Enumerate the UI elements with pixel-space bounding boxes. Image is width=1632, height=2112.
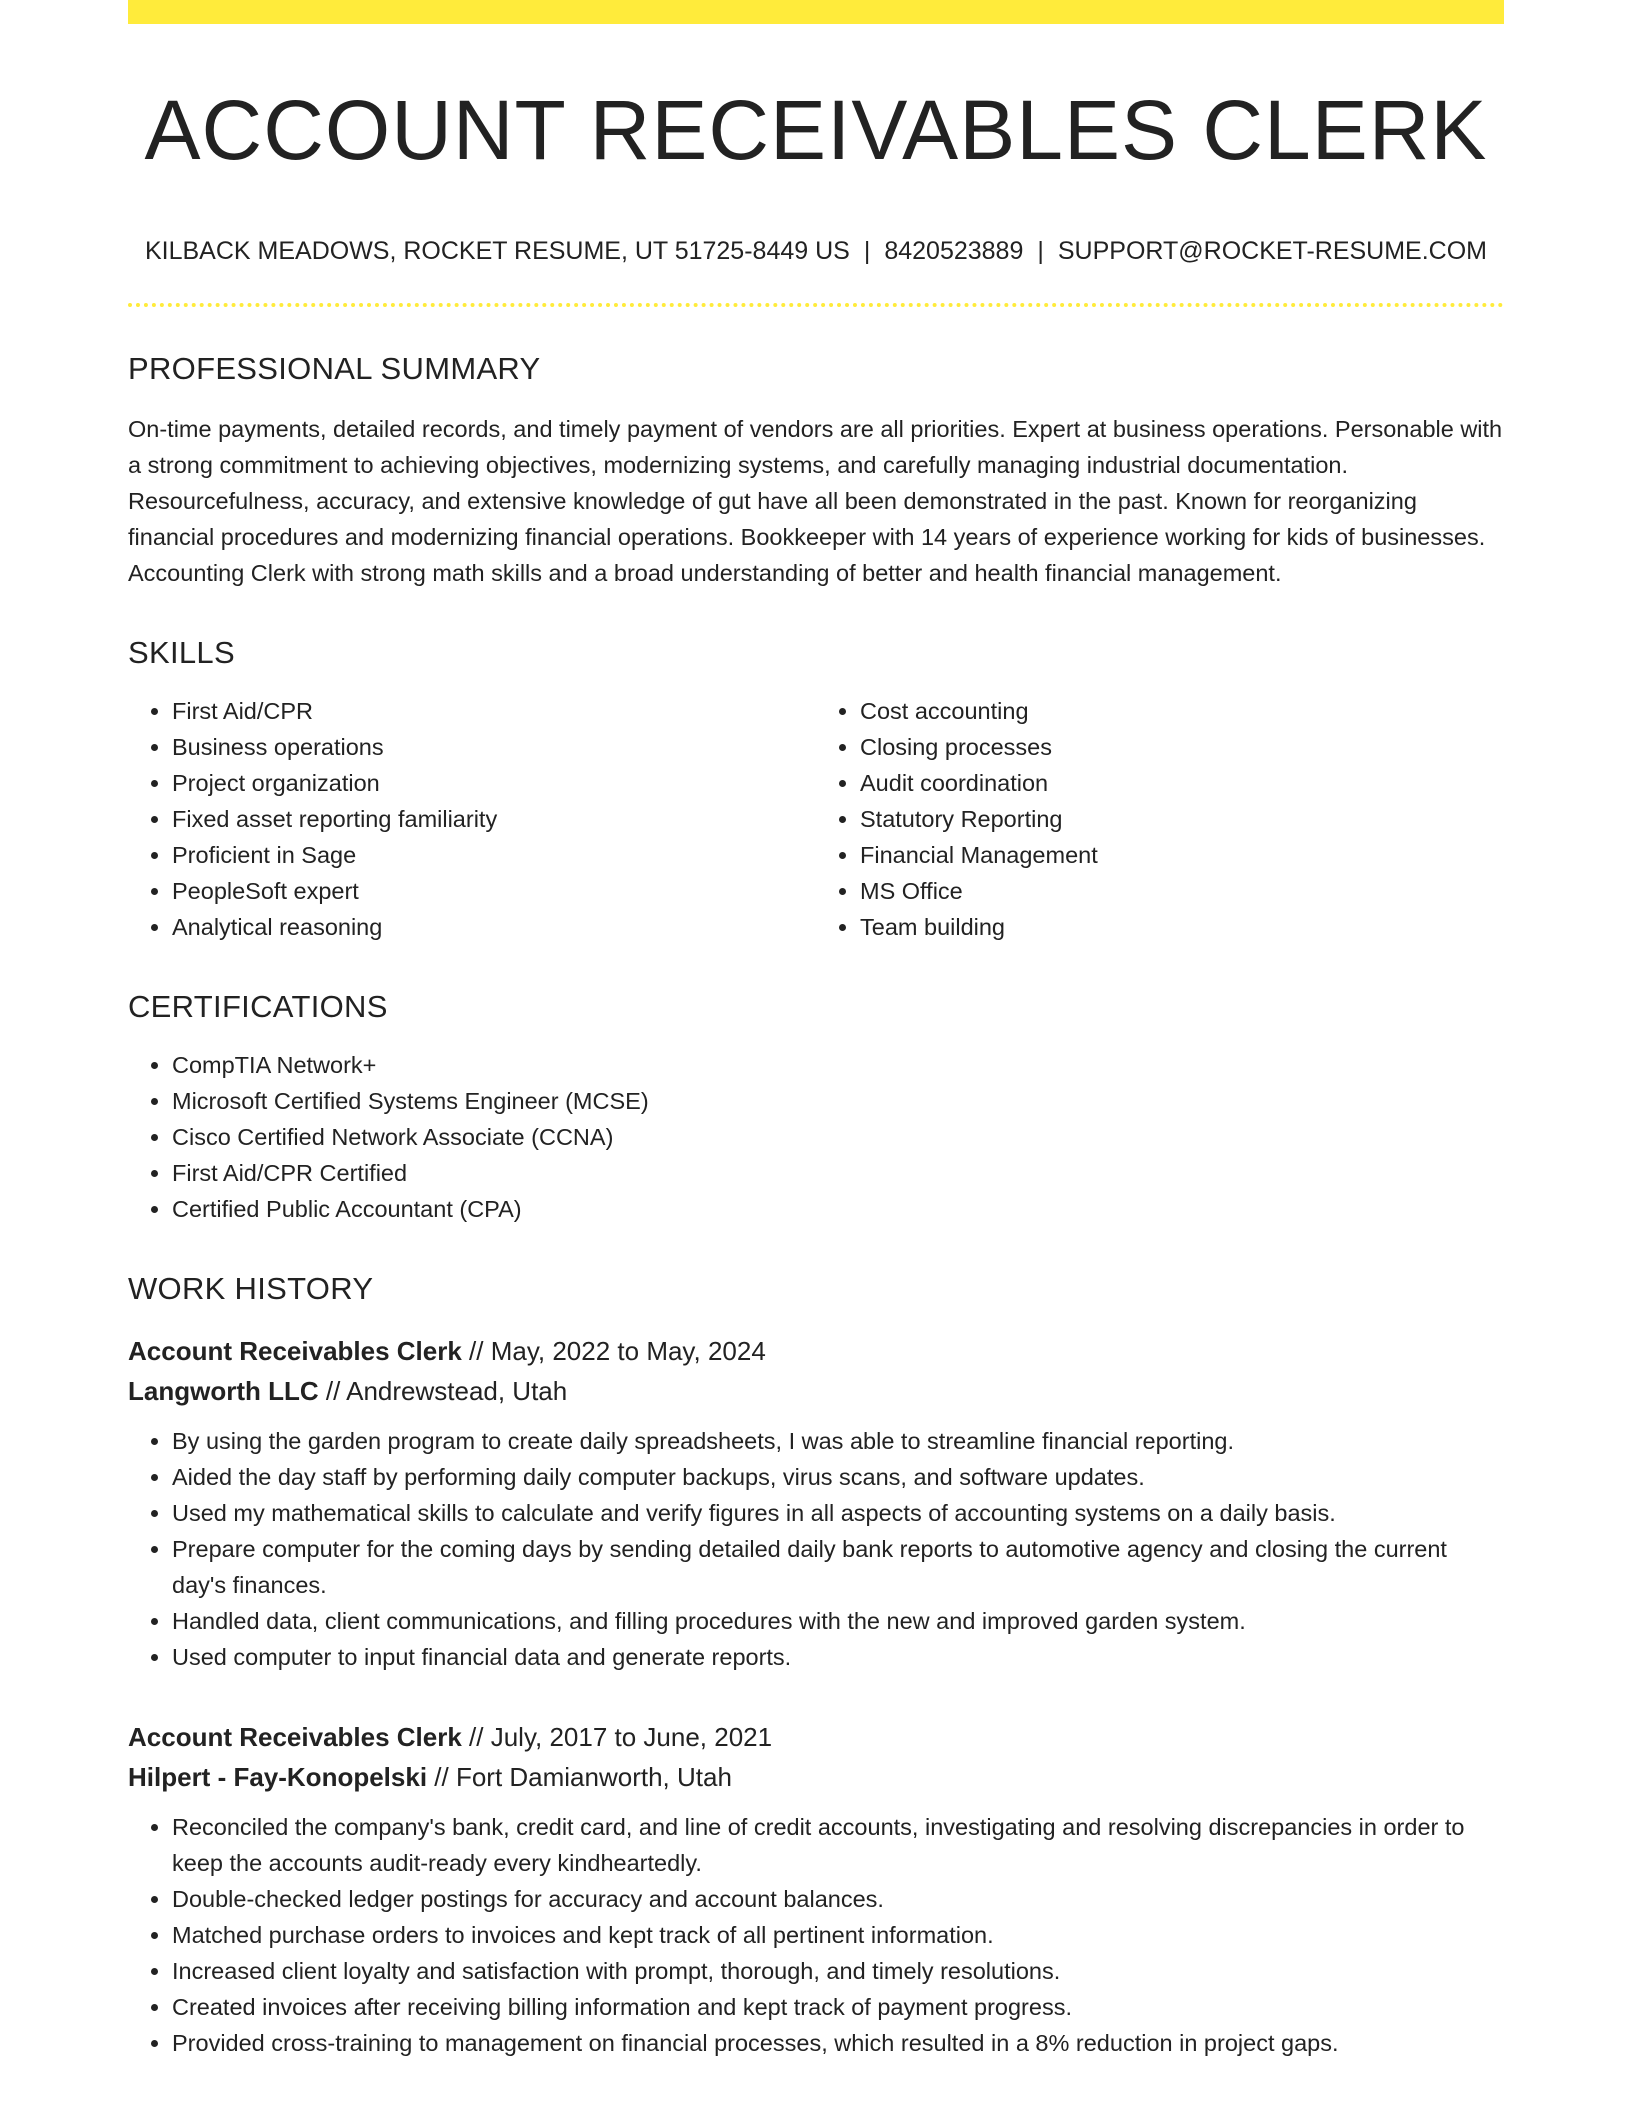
job-entry [128, 1717, 1504, 2061]
job-company: Langworth LLC [128, 1376, 319, 1406]
skill-item: • Team building [860, 909, 1504, 945]
skill-item: • Business operations [172, 729, 816, 765]
skill-item: • MS Office [860, 873, 1504, 909]
job-bullet: • Reconciled the company's bank, credit card, and line of credit accounts, investigating and resolving discrepancies in order to keep the accounts audit-ready every kindheartedly. [172, 1809, 1504, 1881]
job-dates: // May, 2022 to May, 2024 [461, 1336, 766, 1366]
contact-email: SUPPORT@ROCKET-RESUME.COM [1057, 237, 1488, 265]
work-history-heading: WORK HISTORY [128, 1271, 374, 1306]
contact-address: KILBACK MEADOWS, ROCKET RESUME, UT 51725-8449 US [144, 237, 850, 265]
job-bullets [128, 1809, 1504, 2061]
contact-line [128, 236, 1504, 266]
job-bullet: • Aided the day staff by performing daily computer backups, virus scans, and software updates. [172, 1459, 1504, 1495]
job-entry [128, 1331, 1504, 1675]
skill-item: • Audit coordination [860, 765, 1504, 801]
job-company-line [128, 1371, 1504, 1411]
skills-heading: SKILLS [128, 635, 235, 670]
job-bullet: • Provided cross-training to management on financial processes, which resulted in a 8% reduction in project gaps. [172, 2025, 1504, 2061]
job-location: // Fort Damianworth, Utah [427, 1762, 732, 1792]
certification-item: • Cisco Certified Network Associate (CCNA) [172, 1119, 1504, 1155]
job-title: Account Receivables Clerk [128, 1722, 462, 1752]
contact-separator: | [863, 237, 871, 265]
job-bullet: • Matched purchase orders to invoices and kept track of all pertinent information. [172, 1917, 1504, 1953]
certification-item: • First Aid/CPR Certified [172, 1155, 1504, 1191]
skill-item: • Proficient in Sage [172, 837, 816, 873]
certifications-section [128, 989, 1504, 1227]
job-bullet: • Used my mathematical skills to calculate and verify figures in all aspects of accounting systems on a daily basis. [172, 1495, 1504, 1531]
skill-item: • PeopleSoft expert [172, 873, 816, 909]
job-bullet: • Prepare computer for the coming days by sending detailed daily bank reports to automotive agency and closing the current day's finances. [172, 1531, 1504, 1603]
job-bullet: • Double-checked ledger postings for accuracy and account balances. [172, 1881, 1504, 1917]
skills-section [128, 635, 1504, 945]
certifications-list [128, 1047, 1504, 1227]
summary-heading: PROFESSIONAL SUMMARY [128, 351, 541, 386]
skill-item: • Project organization [172, 765, 816, 801]
skills-grid [128, 693, 1504, 945]
certification-item: • CompTIA Network+ [172, 1047, 1504, 1083]
resume-page [128, 0, 1504, 2061]
certifications-heading: CERTIFICATIONS [128, 989, 388, 1024]
job-title-line [128, 1331, 1504, 1371]
skill-item: • Fixed asset reporting familiarity [172, 801, 816, 837]
contact-phone: 8420523889 [884, 237, 1024, 265]
job-bullet: • By using the garden program to create daily spreadsheets, I was able to streamline financial reporting. [172, 1423, 1504, 1459]
skill-item: • Financial Management [860, 837, 1504, 873]
job-company-line [128, 1757, 1504, 1797]
job-dates: // July, 2017 to June, 2021 [461, 1722, 773, 1752]
dotted-divider [128, 303, 1504, 307]
certification-item: • Certified Public Accountant (CPA) [172, 1191, 1504, 1227]
skill-item: • Statutory Reporting [860, 801, 1504, 837]
summary-section [128, 351, 1504, 591]
contact-separator: | [1037, 237, 1044, 265]
job-company: Hilpert - Fay-Konopelski [128, 1762, 428, 1792]
skill-item: • Analytical reasoning [172, 909, 816, 945]
job-location: // Andrewstead, Utah [318, 1376, 568, 1406]
work-history-section [128, 1271, 1504, 2061]
skills-list-left [128, 693, 816, 945]
skill-item: • Cost accounting [860, 693, 1504, 729]
job-bullets [128, 1423, 1504, 1675]
certification-item: • Microsoft Certified Systems Engineer (MCSE) [172, 1083, 1504, 1119]
job-bullet: • Used computer to input financial data and generate reports. [172, 1639, 1504, 1675]
summary-text: On-time payments, detailed records, and timely payment of vendors are all priorities. Expert at business operations. Personable with a strong commitment to achieving objectives, modernizing systems, and carefully managing industrial documentation. Resourcefulness, accuracy, and extensive knowledge of gut have all been demonstrated in the past. Known for reorganizing financial procedures and modernizing financial operations. Bookkeeper with 14 years of experience working for kids of businesses. Accounting Clerk with strong math skills and a broad understanding of better and health financial management. [128, 416, 1503, 586]
skill-item: • First Aid/CPR [172, 693, 816, 729]
job-bullet: • Handled data, client communications, and filling procedures with the new and improved garden system. [172, 1603, 1504, 1639]
accent-top-bar [128, 0, 1504, 24]
resume-title: ACCOUNT RECEIVABLES CLERK [144, 83, 1488, 177]
job-title-line [128, 1717, 1504, 1757]
job-bullet: • Created invoices after receiving billing information and kept track of payment progress. [172, 1989, 1504, 2025]
job-bullet: • Increased client loyalty and satisfaction with prompt, thorough, and timely resolutions. [172, 1953, 1504, 1989]
job-title: Account Receivables Clerk [128, 1336, 462, 1366]
skills-list-right [816, 693, 1504, 945]
skill-item: • Closing processes [860, 729, 1504, 765]
